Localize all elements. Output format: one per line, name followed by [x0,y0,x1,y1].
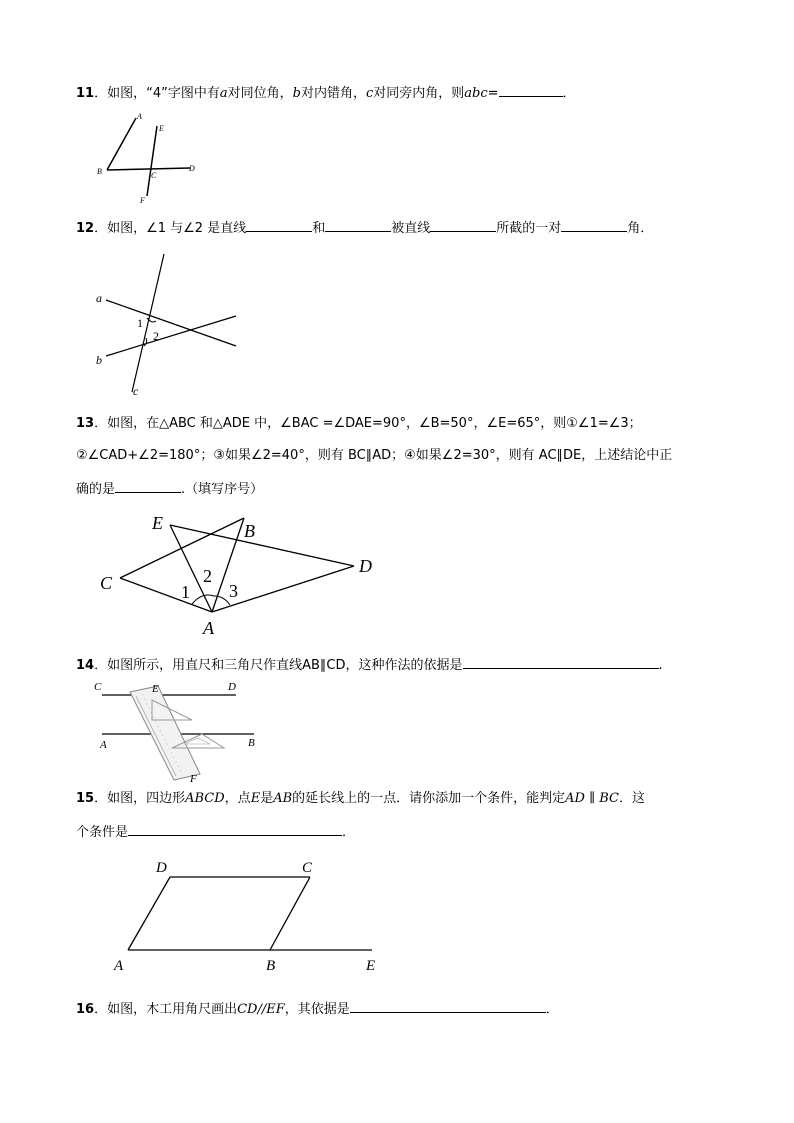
label-B: B [248,737,255,749]
label-B: B [266,958,276,974]
label-D: D [156,860,167,876]
label-b: b [96,353,102,367]
label-A: A [137,112,142,121]
label-C: C [151,171,157,180]
answer-blank[interactable] [463,654,659,669]
angle-2-label: 2 [203,566,212,586]
answer-blank[interactable] [499,82,563,97]
question-11: 11．如图，“4”字图中有a对同位角，b对内错角，c对同旁内角，则abc= ． [76,82,576,104]
label-F: F [190,773,197,785]
label-D: D [359,556,372,576]
answer-blank[interactable] [350,998,546,1013]
angle-2-label: 2 [153,329,159,343]
question-number: 13 [76,416,95,431]
label-F: F [140,196,145,205]
label-E: E [152,683,159,695]
figure-12 [90,248,250,400]
label-A: A [100,739,107,751]
question-number: 16 [76,1002,95,1017]
answer-blank[interactable] [246,217,312,232]
label-E: E [152,513,163,533]
label-A: A [203,618,214,638]
label-a: a [96,291,102,305]
question-number: 11 [76,86,95,101]
label-B: B [97,167,102,176]
question-16: 16．如图，木工用角尺画出CD//EF，其依据是 ． [76,998,559,1020]
label-B: B [244,521,255,541]
figure-15 [108,852,392,976]
question-14: 14．如图所示，用直尺和三角尺作直线AB∥CD，这种作法的依据是 . [76,654,663,676]
label-D: D [228,681,236,693]
question-number: 15 [76,791,95,806]
label-C: C [302,860,313,876]
label-E: E [159,124,164,133]
label-c: c [133,384,139,398]
figure-11 [92,108,212,208]
label-C: C [100,573,113,593]
question-number: 12 [76,221,95,236]
answer-blank[interactable] [128,821,342,836]
question-15-line-2: 个条件是 ． [76,821,355,843]
answer-blank[interactable] [115,478,181,493]
answer-blank[interactable] [325,217,391,232]
figure-13 [96,508,386,640]
figure-14 [92,678,272,786]
question-12: 12．如图，∠1 与∠2 是直线 和 被直线 所截的一对 角． [76,217,653,239]
label-C: C [94,681,102,693]
angle-1-label: 1 [181,582,190,602]
question-13-line-2: ②∠CAD+∠2=180°；③如果∠2=40°，则有 BC∥AD；④如果∠2=30°，则有 AC∥DE，上述结论中正 [76,448,673,463]
question-15-line-1: 15．如图，四边形ABCD，点E是AB的延长线上的一点．请你添加一个条件，能判定AD ∥ BC．这 [76,791,646,806]
answer-blank[interactable] [430,217,496,232]
question-13-line-1: 13．如图，在△ABC 和△ADE 中，∠BAC =∠DAE=90°，∠B=50°，∠E=65°，则①∠1=∠3； [76,416,642,431]
answer-blank[interactable] [561,217,627,232]
angle-3-label: 3 [229,581,238,601]
label-E: E [366,958,376,974]
question-number: 14 [76,658,95,673]
label-D: D [189,164,195,173]
question-13-line-3: 确的是 .（填写序号） [76,478,263,500]
label-A: A [114,958,124,974]
angle-1-label: 1 [137,316,143,330]
